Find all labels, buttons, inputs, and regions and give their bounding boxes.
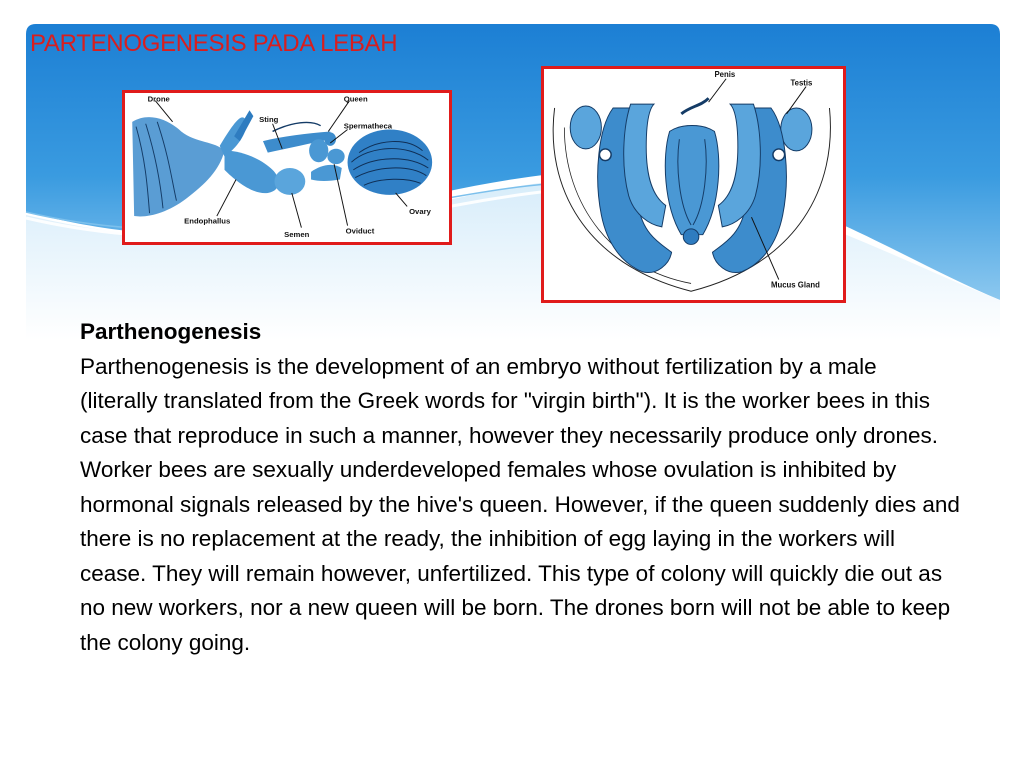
label-penis: Penis: [714, 69, 736, 79]
label-queen: Queen: [343, 94, 368, 104]
label-endophallus: Endophallus: [184, 216, 231, 226]
drone-organs-illustration: [544, 69, 843, 300]
paragraph-worker-bees: Worker bees are sexually underdeveloped females whose ovulation is inhibited by hormonal signals released by the hive's queen. However, if the queen suddenly dies and there is no replacement at the ready, the inhibition of egg laying in the workers will cease. They will remain however, unfertilized. This type of colony will quickly die out as no new workers, nor a new queen will be born. The drones born will not be able to keep the colony going.: [80, 457, 960, 655]
label-semen: Semen: [284, 230, 310, 240]
label-mucus-gland: Mucus Gland: [770, 280, 820, 290]
label-ovary: Ovary: [409, 207, 431, 217]
drone-reproductive-organs-diagram: [541, 66, 846, 303]
label-spermatheca: Spermatheca: [343, 121, 393, 131]
paragraph-definition: Parthenogenesis is the development of an embryo without fertilization by a male (literally translated from the Greek words for "virgin birth"). It is the worker bees in this case that reproduce in such a manner, however they necessarily produce only drones.: [80, 353, 938, 448]
slide-title: PARTENOGENESIS PADA LEBAH: [30, 30, 398, 57]
section-heading: Parthenogenesis: [80, 319, 262, 344]
label-sting: Sting: [259, 114, 279, 124]
body-text: [80, 315, 960, 660]
label-oviduct: Oviduct: [345, 226, 375, 236]
label-drone: Drone: [147, 94, 170, 104]
drone-queen-reproductive-diagram: [122, 90, 452, 245]
drone-queen-illustration: [125, 93, 449, 242]
label-testis: Testis: [790, 78, 813, 88]
